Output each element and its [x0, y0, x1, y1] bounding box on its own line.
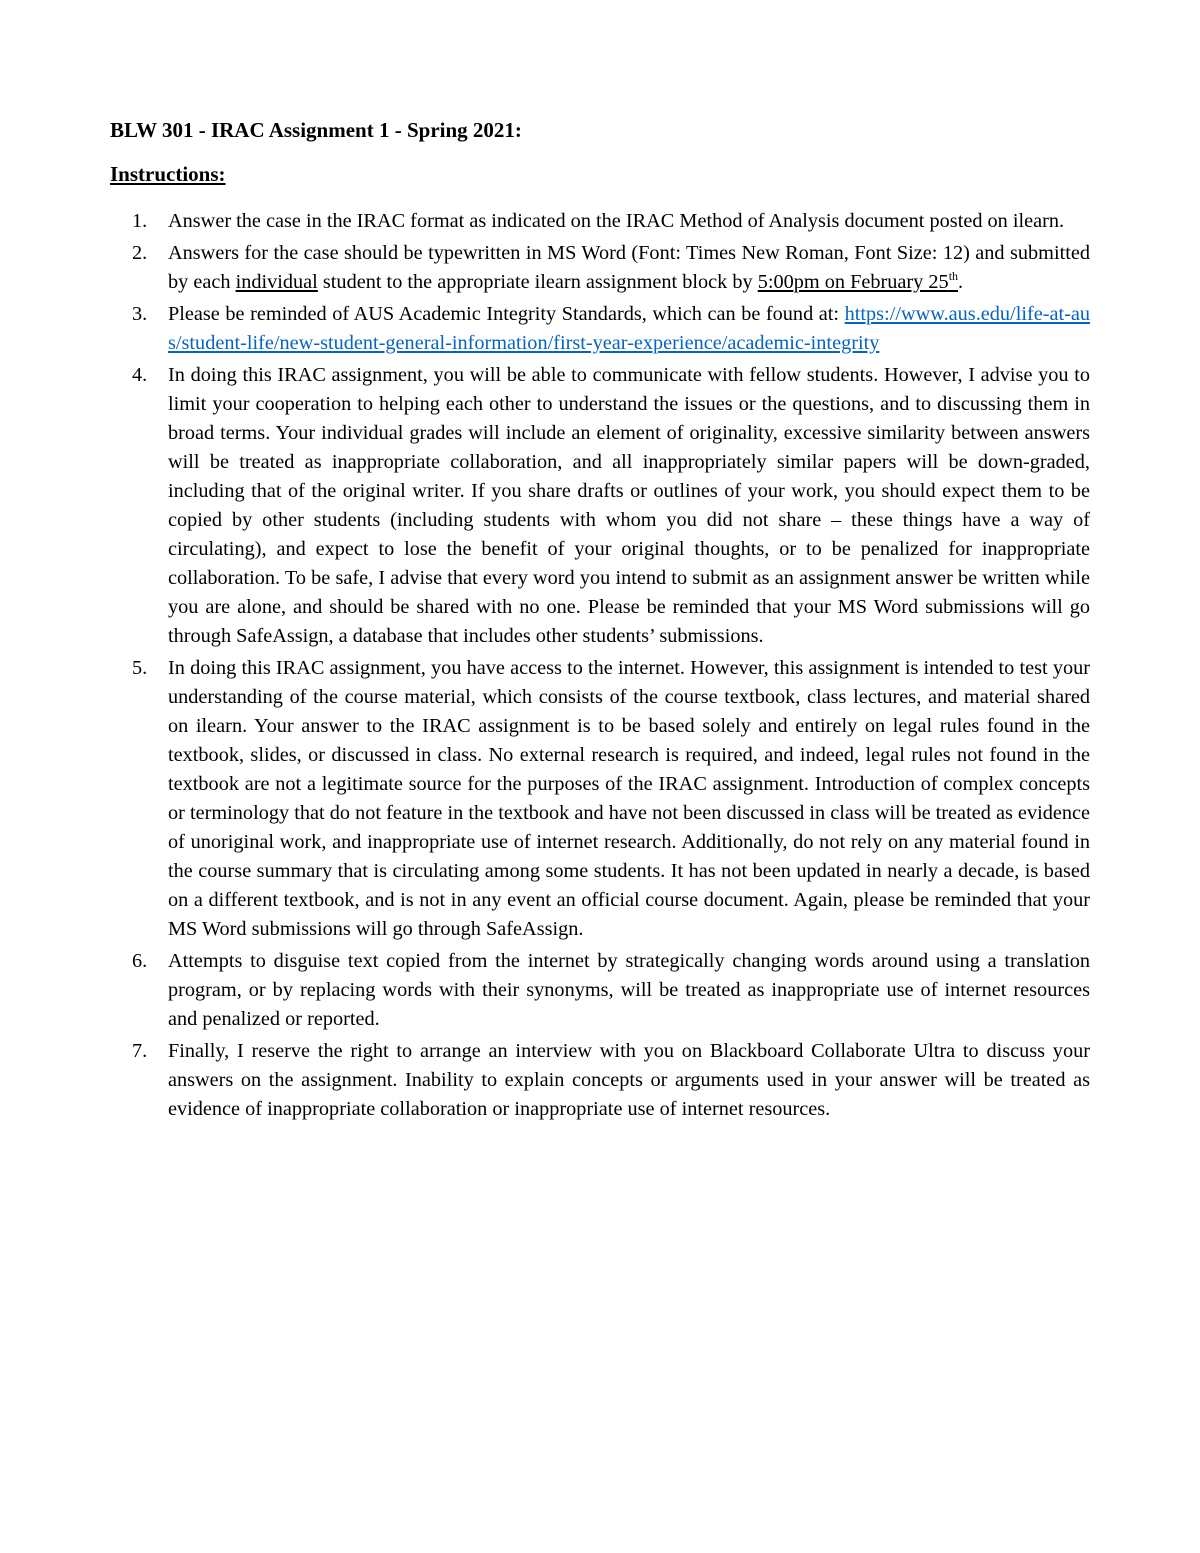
instruction-item-2: [110, 239, 1090, 297]
item-text: Answer the case in the IRAC format as indicated on the IRAC Method of Analysis document posted on ilearn.: [168, 210, 1065, 232]
individual-emphasis: individual: [235, 271, 318, 293]
deadline-date: 5:00pm on February 25: [757, 271, 949, 293]
instruction-item-1: [110, 207, 1090, 236]
instruction-item-6: [110, 947, 1090, 1034]
item-number: 3.: [132, 303, 148, 325]
instruction-item-5: [110, 654, 1090, 944]
item-number: 7.: [132, 1040, 148, 1062]
item-number: 5.: [132, 657, 148, 679]
instruction-item-7: [110, 1037, 1090, 1124]
item-text: In doing this IRAC assignment, you will be able to communicate with fellow students. However, I advise you to limit your cooperation to helping each other to understand the issues or the questions, and to discussing them in broad terms. Your individual grades will include an element of originality, excessive similarity between answers will be treated as inappropriate collaboration, and all inappropriately similar papers will be down-graded, including that of the original writer. If you share drafts or outlines of your work, you should expect them to be copied by other students (including students with whom you did not share – these things have a way of circulating), and expect to lose the benefit of your original thoughts, or to be penalized for inappropriate collaboration. To be safe, I advise that every word you intend to submit as an assignment answer be written while you are alone, and should be shared with no one. Please be reminded that your MS Word submissions will go through SafeAssign, a database that includes other students’ submissions.: [168, 364, 1090, 647]
document-title: BLW 301 - IRAC Assignment 1 - Spring 2021:: [110, 118, 522, 142]
item-text: Attempts to disguise text copied from the internet by strategically changing words around using a translation program, or by replacing words with their synonyms, will be treated as inappropriate use of internet resources and penalized or reported.: [168, 950, 1090, 1030]
item-end-punct: .: [958, 271, 964, 293]
item-text: In doing this IRAC assignment, you have access to the internet. However, this assignment is intended to test your understanding of the course material, which consists of the course textbook, class lectures, and material shared on ilearn. Your answer to the IRAC assignment is to be based solely and entirely on legal rules found in the textbook, slides, or discussed in class. No external research is required, and indeed, legal rules not found in the textbook are not a legitimate source for the purposes of the IRAC assignment. Introduction of complex concepts or terminology that do not feature in the textbook and have not been discussed in class will be treated as evidence of unoriginal work, and inappropriate use of internet research. Additionally, do not rely on any material found in the course summary that is circulating among some students. It has not been updated in nearly a decade, is based on a different textbook, and is not in any event an official course document. Again, please be reminded that your MS Word submissions will go through SafeAssign.: [168, 657, 1090, 940]
instruction-item-3: [110, 300, 1090, 358]
academic-integrity-link[interactable]: https://www.aus.edu/life-at-aus/student-life/new-student-general-information/first-year-experience/academic-integrity: [168, 303, 1090, 354]
item-text: Finally, I reserve the right to arrange an interview with you on Blackboard Collaborate Ultra to discuss your answers on the assignment. Inability to explain concepts or arguments used in your answer will be treated as evidence of inappropriate collaboration or inappropriate use of internet resources.: [168, 1040, 1090, 1120]
item-text: Please be reminded of AUS Academic Integrity Standards, which can be found at:: [168, 303, 845, 325]
instructions-list: [110, 207, 1090, 1127]
deadline-text: [758, 271, 958, 293]
item-text: Answers for the case should be typewritten in MS Word (Font: Times New Roman, Font Size: 12) and submitted by each: [168, 242, 1090, 293]
instructions-heading: Instructions:: [110, 162, 226, 186]
deadline-suffix: th: [948, 269, 959, 284]
item-text-continued: student to the appropriate ilearn assignment block by: [317, 271, 758, 293]
item-number: 2.: [132, 242, 148, 264]
item-number: 1.: [132, 210, 148, 232]
item-number: 6.: [132, 950, 148, 972]
item-number: 4.: [132, 364, 148, 386]
instruction-item-4: [110, 361, 1090, 651]
